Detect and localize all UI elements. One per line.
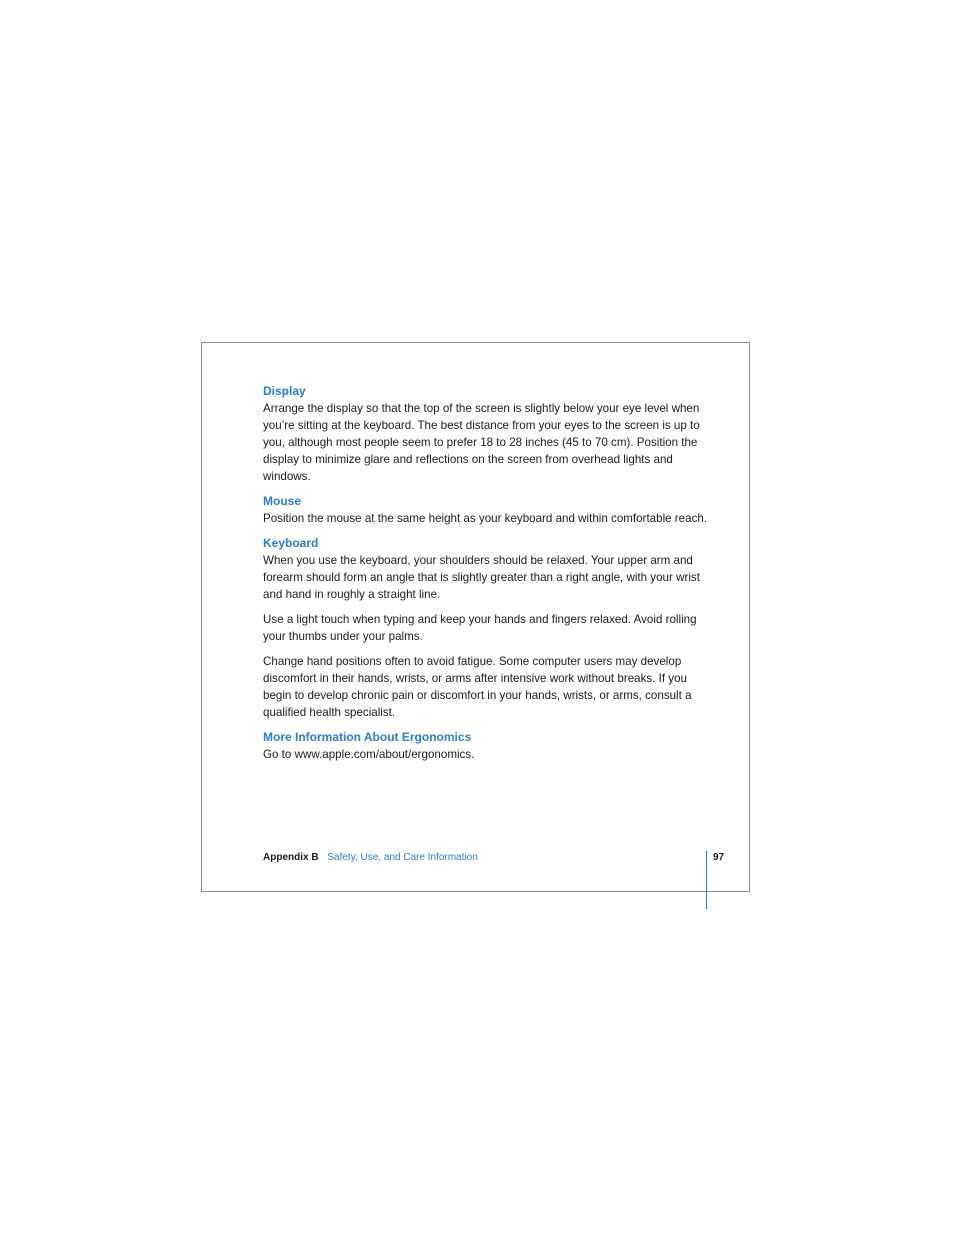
page-number: 97	[713, 852, 725, 863]
paragraph: Go to www.apple.com/about/ergonomics.	[263, 748, 475, 761]
paragraph: When you use the keyboard, your shoulders should be relaxed. Your upper arm and forearm should form an angle that is slightly greater than a right angle, with your wrist and hand in roughly a straight line.	[263, 554, 700, 601]
section-mouse	[263, 493, 713, 527]
paragraph: Arrange the display so that the top of the screen is slightly below your eye level when you’re sitting at the keyboard. The best distance from your eyes to the screen is up to you, although most people seem to prefer 18 to 28 inches (45 to 70 cm). Position the display to minimize glare and reflections on the screen from overhead lights and windows.	[263, 402, 700, 483]
paragraph: Use a light touch when typing and keep your hands and fingers relaxed. Avoid rolling your thumbs under your palms.	[263, 613, 697, 643]
footer-chapter-title: Safety, Use, and Care Information	[327, 852, 478, 863]
section-heading: Keyboard	[263, 536, 319, 550]
paragraph: Position the mouse at the same height as your keyboard and within comfortable reach.	[263, 512, 708, 525]
page-number-rule	[706, 851, 707, 909]
section-display	[263, 383, 713, 485]
section-heading: Display	[263, 384, 306, 398]
page-footer	[263, 851, 478, 864]
section-keyboard	[263, 535, 713, 721]
section-heading: More Information About Ergonomics	[263, 730, 472, 744]
page-content	[263, 383, 713, 771]
footer-appendix-label: Appendix B	[263, 852, 319, 863]
section-heading: Mouse	[263, 494, 302, 508]
section-more-information	[263, 729, 713, 763]
paragraph: Change hand positions often to avoid fatigue. Some computer users may develop discomfort in their hands, wrists, or arms after intensive work without breaks. If you begin to develop chronic pain or discomfort in your hands, wrists, or arms, consult a qualified health specialist.	[263, 655, 692, 719]
